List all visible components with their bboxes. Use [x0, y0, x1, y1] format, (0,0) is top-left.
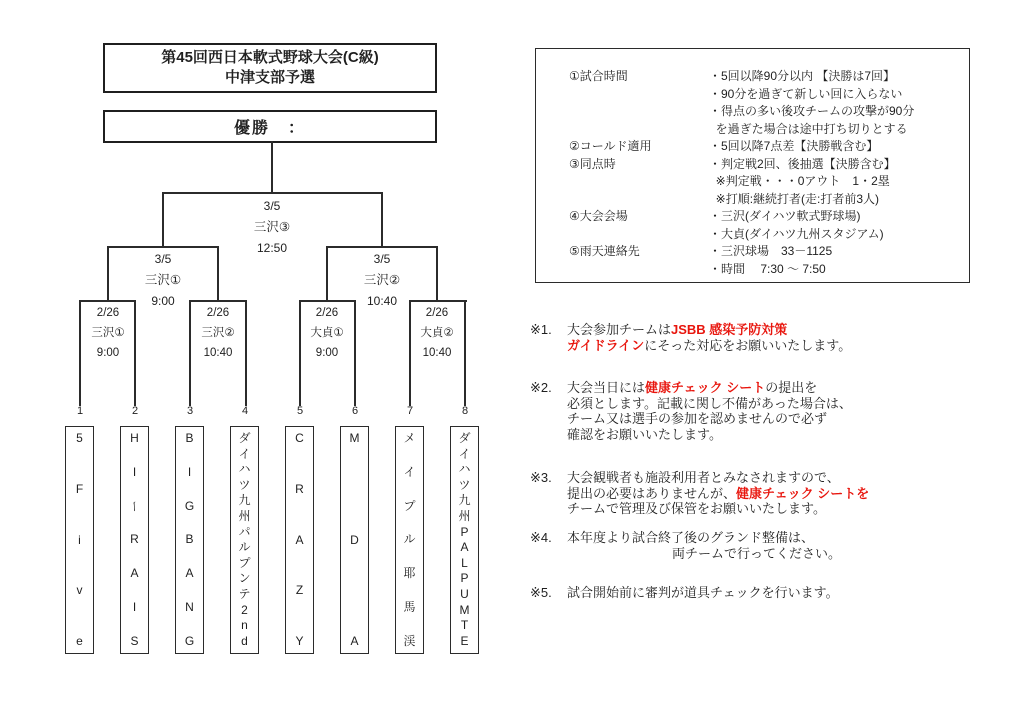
bracket-line	[271, 141, 273, 193]
team-char: A	[185, 566, 194, 581]
team-seed-7: 7	[406, 405, 414, 417]
team-char: 渓	[403, 633, 416, 648]
round1-match2-venue: 三沢②	[201, 327, 235, 339]
tournament-title-line1: 第45回西日本軟式野球大会(C級)	[161, 49, 379, 66]
bracket-line	[162, 192, 164, 248]
team-char: P	[460, 571, 469, 586]
team-box-4	[230, 426, 259, 654]
note-marker-1: ※1.	[530, 322, 552, 337]
team-char: 州	[458, 509, 471, 524]
note-highlight-red: 健康チェック シート	[645, 380, 766, 395]
rule-line: ・5回以降7点差【決勝戦含む】	[709, 139, 879, 153]
rule-row-2	[569, 138, 969, 156]
round1-match1-date: 2/26	[96, 307, 120, 319]
round1-match2-date: 2/26	[206, 307, 230, 319]
semifinal-left-date: 3/5	[154, 252, 172, 266]
note-2	[530, 380, 852, 442]
team-char: ハ	[238, 462, 251, 477]
final-time: 12:50	[256, 241, 288, 255]
team-char: イ	[238, 446, 251, 461]
semifinal-right-venue: 三沢②	[363, 273, 401, 287]
team-box-8	[450, 426, 479, 654]
round1-match1-venue: 三沢①	[91, 327, 125, 339]
round1-match1-time: 9:00	[96, 347, 120, 359]
team-box-7	[395, 426, 424, 654]
team-char: S	[130, 633, 139, 648]
team-char: プ	[238, 555, 251, 570]
note-text: 両チームで行ってください。	[672, 545, 842, 561]
rule-lines-5	[709, 243, 832, 278]
note-marker-4: ※4.	[530, 530, 552, 545]
team-char: 馬	[403, 600, 416, 615]
note-text: 試合開始前に審判が道具チェックを行います。	[567, 585, 839, 600]
note-marker-3: ※3.	[530, 470, 552, 485]
note-text: 大会参加チームは	[567, 322, 672, 337]
team-seed-3: 3	[186, 405, 194, 417]
final-venue: 三沢③	[253, 220, 291, 234]
team-char: P	[460, 524, 469, 539]
note-body-1	[567, 322, 851, 353]
round1-match4-venue: 大貞②	[420, 327, 454, 339]
round1-match3-time: 9:00	[315, 347, 339, 359]
rule-row-3	[569, 156, 969, 209]
team-char: I	[132, 464, 137, 479]
final-date: 3/5	[263, 199, 281, 213]
note-text: 本年度より試合終了後のグランド整備は、	[567, 530, 815, 545]
team-seed-8: 8	[461, 405, 469, 417]
team-char: M	[349, 431, 360, 445]
note-text: にそった対応をお願いいたします。	[644, 337, 852, 353]
bracket-line	[107, 246, 109, 302]
team-char: 2	[241, 602, 248, 617]
team-char: ダ	[458, 431, 471, 445]
team-char: プ	[403, 498, 416, 513]
semifinal-left-venue: 三沢①	[144, 273, 182, 287]
rule-label-4: ④大会会場	[569, 209, 628, 223]
team-char: ツ	[458, 477, 471, 492]
team-char: ン	[238, 571, 251, 586]
note-marker-2: ※2.	[530, 380, 552, 395]
note-text: チームで管理及び保管をお願いいたします。	[567, 501, 826, 516]
team-char: イ	[458, 446, 471, 461]
round1-match2-label	[173, 303, 263, 363]
round1-match3-date: 2/26	[315, 307, 339, 319]
team-char: H	[130, 431, 139, 445]
winner-label: 優勝 ：	[233, 120, 306, 137]
note-text: 提出の必要はありませんが、	[567, 485, 737, 501]
tournament-title-line2: 中津支部予選	[224, 69, 315, 86]
rule-lines-3	[709, 156, 896, 209]
bracket-line	[217, 246, 219, 302]
note-line	[567, 530, 841, 546]
note-3	[530, 470, 869, 517]
semifinal-left-time: 9:00	[151, 294, 175, 308]
team-char: B	[185, 532, 194, 547]
team-char: ル	[403, 532, 416, 547]
rule-label-3: ③同点時	[569, 156, 616, 171]
team-char: d	[241, 633, 248, 648]
note-body-4	[567, 530, 841, 561]
bracket-line	[436, 246, 438, 302]
rule-label-5: ⑤雨天連絡先	[569, 244, 640, 258]
team-char: イ	[403, 464, 416, 479]
round1-match3-label	[282, 303, 372, 363]
rule-line: ・時間 7:30 ～ 7:50	[709, 261, 826, 276]
team-char: D	[350, 532, 359, 547]
rule-label-2: ②コールド適用	[569, 139, 652, 153]
round1-match2-time: 10:40	[203, 347, 233, 359]
rule-label-1: ①試合時間	[569, 69, 628, 83]
rule-line: を過ぎた場合は途中打ち切りとする	[709, 121, 908, 136]
team-char: U	[460, 587, 469, 602]
note-5	[530, 585, 839, 601]
team-seed-1: 1	[76, 405, 84, 417]
team-box-5	[285, 426, 314, 654]
team-box-2	[120, 426, 149, 654]
team-char: ハ	[458, 462, 471, 477]
team-seed-2: 2	[131, 405, 139, 417]
team-char: 5	[76, 431, 83, 445]
rule-row-5	[569, 243, 969, 278]
team-box-6	[340, 426, 369, 654]
winner-box	[103, 110, 437, 143]
team-char: テ	[238, 587, 251, 602]
team-char: A	[460, 540, 469, 555]
round1-match1-label	[63, 303, 153, 363]
bracket-line	[162, 192, 383, 194]
team-char: I	[132, 600, 137, 615]
bracket-line	[381, 192, 383, 248]
round1-match4-label	[392, 303, 482, 363]
note-line	[567, 338, 851, 354]
note-body-3	[567, 470, 869, 517]
team-char: A	[295, 532, 304, 547]
note-line	[567, 427, 852, 443]
note-1	[530, 322, 851, 353]
note-highlight-red: JSBB 感染予防対策	[671, 322, 788, 337]
team-char: 耶	[403, 566, 416, 581]
team-char: C	[295, 431, 304, 445]
team-char: ル	[238, 540, 251, 555]
note-text: 大会観戦者も施設利用者とみなされますので、	[567, 470, 840, 485]
rule-lines-2	[709, 138, 878, 156]
team-char: Y	[295, 634, 304, 648]
team-char: 九	[458, 493, 471, 508]
note-text: 必須とします。記載に関し不備があった場合は、	[567, 395, 852, 411]
team-char: 州	[238, 509, 251, 524]
note-line	[567, 322, 851, 338]
note-text: チーム又は選手の参加を認めませんので必ず	[567, 411, 828, 426]
note-marker-5: ※5.	[530, 585, 552, 600]
note-line	[567, 585, 839, 601]
team-char: L	[461, 555, 468, 570]
rule-lines-1	[709, 68, 914, 138]
note-line	[567, 411, 852, 427]
rule-line: ・得点の多い後攻チームの攻撃が90分	[709, 104, 915, 118]
team-char: N	[185, 600, 194, 615]
team-char: G	[184, 633, 195, 648]
rules-rows	[569, 68, 969, 278]
team-char: 九	[238, 493, 251, 508]
team-box-3	[175, 426, 204, 654]
team-char: R	[130, 532, 139, 547]
rule-lines-4	[709, 208, 884, 243]
team-char: ツ	[238, 477, 251, 492]
note-line	[567, 396, 852, 412]
rule-line: ・三沢(ダイハツ軟式野球場)	[709, 209, 861, 223]
note-line	[567, 546, 841, 562]
team-char: B	[185, 431, 194, 445]
semifinal-right-time: 10:40	[366, 294, 398, 308]
note-4	[530, 530, 841, 561]
tournament-title-box	[103, 43, 437, 93]
team-char: メ	[403, 431, 416, 445]
team-seed-5: 5	[296, 405, 304, 417]
semifinal-right-date: 3/5	[373, 252, 391, 266]
team-seed-4: 4	[241, 405, 249, 417]
note-highlight-red: 健康チェック シートを	[736, 485, 870, 501]
team-char: ダ	[238, 431, 251, 445]
rule-line: ・三沢球場 33－1125	[709, 244, 833, 258]
rule-row-4	[569, 208, 969, 243]
team-char: n	[241, 618, 248, 633]
team-box-1	[65, 426, 94, 654]
team-char: ー	[127, 500, 142, 513]
rule-line: ・90分を過ぎて新しい回に入らない	[709, 86, 903, 101]
rules-box	[535, 48, 970, 283]
note-line	[567, 501, 869, 517]
team-char: G	[184, 498, 195, 513]
round1-match4-date: 2/26	[425, 307, 449, 319]
note-body-2	[567, 380, 852, 442]
note-line	[567, 380, 852, 396]
team-char: M	[459, 602, 470, 617]
note-body-5	[567, 585, 839, 601]
note-text: の提出を	[765, 380, 818, 395]
note-line	[567, 470, 869, 486]
rule-line: ※判定戦・・・0アウト 1・2塁	[709, 174, 890, 188]
team-char: Z	[295, 583, 304, 598]
bracket-line	[107, 246, 219, 248]
team-char: E	[460, 633, 469, 648]
round1-match4-time: 10:40	[422, 347, 452, 359]
team-char: e	[76, 634, 83, 648]
rule-line: ・大貞(ダイハツ九州スタジアム)	[709, 226, 884, 241]
team-seed-6: 6	[351, 405, 359, 417]
round1-match3-venue: 大貞①	[310, 327, 344, 339]
bracket-line	[326, 246, 328, 302]
team-char: A	[350, 634, 359, 648]
team-char: F	[75, 481, 84, 496]
team-char: v	[76, 583, 83, 598]
note-line	[567, 486, 869, 502]
team-char: I	[187, 464, 192, 479]
rule-line: ・判定戦2回、後抽選【決勝含む】	[709, 156, 896, 171]
note-highlight-red: ガイドライン	[567, 337, 645, 353]
rule-line: ・5回以降90分以内 【決勝は7回】	[709, 69, 896, 83]
team-char: i	[78, 532, 81, 547]
note-text: 確認をお願いいたします。	[567, 426, 722, 442]
rule-row-1	[569, 68, 969, 138]
rule-line: ※打順:継続打者(走:打者前3人)	[709, 191, 880, 206]
final-match-label	[222, 196, 322, 259]
team-char: A	[130, 566, 139, 581]
team-char: R	[295, 481, 304, 496]
team-char: T	[460, 618, 469, 633]
note-text: 大会当日には	[567, 380, 646, 395]
bracket-line	[326, 246, 438, 248]
team-char: パ	[238, 524, 251, 539]
